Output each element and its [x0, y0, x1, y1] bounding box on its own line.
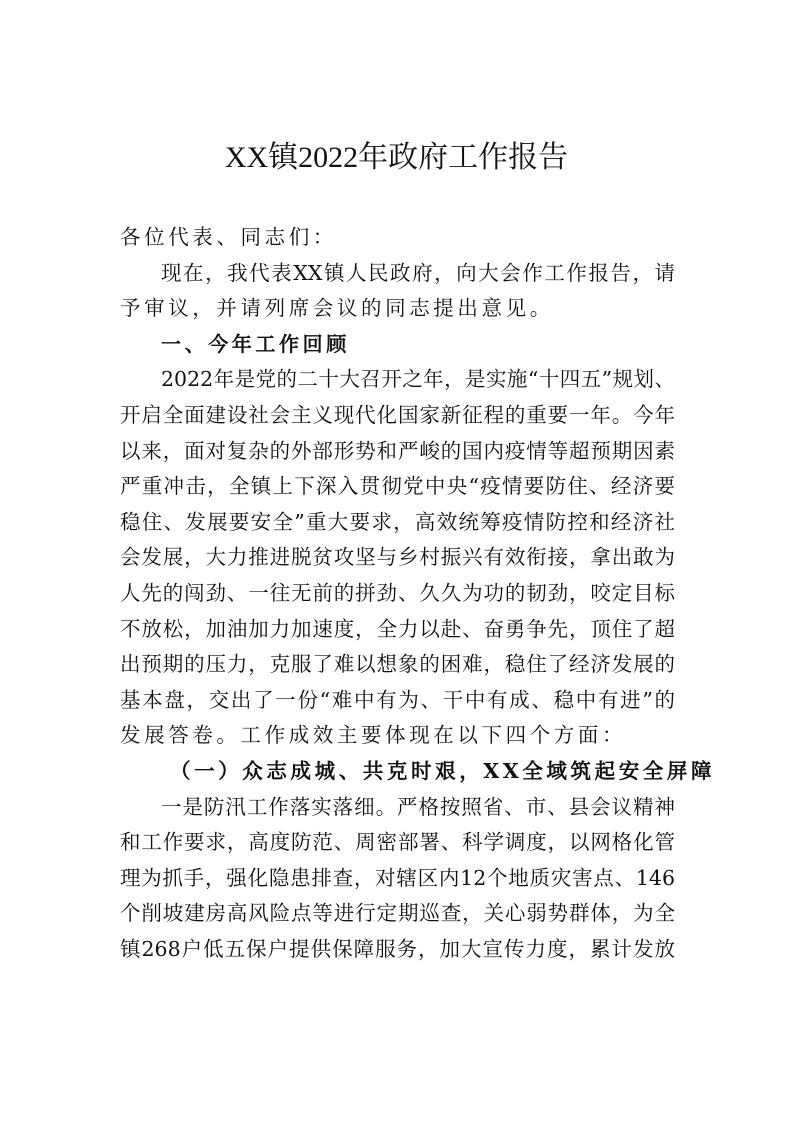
paragraph-line: 发展答卷。工作成效主要体现在以下四个方面：	[120, 723, 627, 748]
document-title: XX镇2022年政府工作报告	[224, 141, 569, 174]
paragraph-line: 会发展，大力推进脱贫攻坚与乡村振兴有效衔接，拿出敢为	[120, 545, 675, 570]
paragraph-line: 以来，面对复杂的外部形势和严峻的国内疫情等超预期因素	[120, 438, 675, 463]
paragraph-line: 稳住、发展要安全”重大要求，高效统筹疫情防控和经济社	[120, 509, 675, 534]
paragraph-line: 予审议，并请列席会议的同志提出意见。	[120, 296, 554, 321]
paragraph-line: 一是防汛工作落实落细。严格按照省、市、县会议精神	[161, 794, 675, 819]
paragraph-line: 人先的闯劲、一往无前的拼劲、久久为功的韧劲，咬定目标	[120, 580, 675, 605]
paragraph-line: 镇268户低五保户提供保障服务，加大宣传力度，累计发放	[120, 936, 675, 961]
paragraph-line: 理为抓手，强化隐患排查，对辖区内12个地质灾害点、146	[120, 865, 675, 890]
salutation: 各位代表、同志们：	[120, 225, 337, 249]
paragraph-line: 现在，我代表XX镇人民政府，向大会作工作报告，请	[161, 260, 675, 285]
document-body	[120, 220, 716, 967]
paragraph-line: 基本盘，交出了一份“难中有为、干中有成、稳中有进”的	[120, 687, 675, 712]
paragraph-line: 严重冲击，全镇上下深入贯彻党中央“疫情要防住、经济要	[120, 474, 675, 499]
subsection-heading: （一）众志成城、共克时艰，XX全域筑起安全屏障	[170, 758, 716, 783]
paragraph-line: 和工作要求，高度防范、周密部署、科学调度，以网格化管	[120, 830, 675, 855]
paragraph-line: 出预期的压力，克服了难以想象的困难，稳住了经济发展的	[120, 652, 675, 677]
paragraph-line: 个削坡建房高风险点等进行定期巡查，关心弱势群体，为全	[120, 901, 675, 926]
paragraph-line: 不放松，加油加力加速度，全力以赴、奋勇争先，顶住了超	[120, 616, 675, 641]
paragraph-line: 2022年是党的二十大召开之年，是实施“十四五”规划、	[161, 367, 675, 392]
section-heading: 一、今年工作回顾	[161, 331, 350, 356]
paragraph-line: 开启全面建设社会主义现代化国家新征程的重要一年。今年	[120, 402, 675, 427]
